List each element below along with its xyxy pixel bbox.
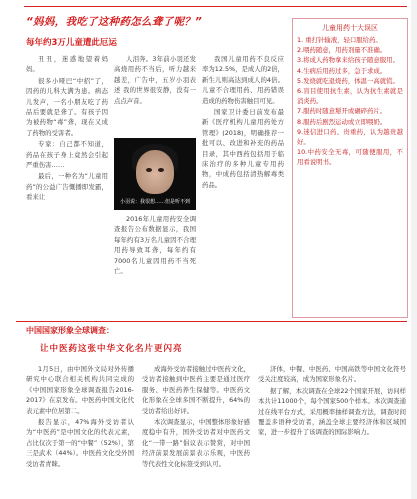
top-rule (24, 6, 407, 7)
photo-face (136, 150, 174, 194)
list-item: 10.中药安全无毒，可随便服用，不用看说明书。 (297, 148, 403, 167)
sidebar-box (292, 18, 408, 318)
sidebar-title: 儿童用药十大误区 (322, 24, 378, 32)
list-item: 8.服药后剧烈运动或立即喂奶。 (297, 117, 387, 126)
paragraph: 丑丑，迷惑地望着妈妈。 (26, 55, 108, 74)
sidebar-list (293, 35, 407, 168)
photo-caption: 小羽说：我很想……但是听不到 (119, 199, 190, 205)
article-column-2 (114, 54, 196, 134)
paragraph: 据了解，本次调查在全球22个国家开展，访问样本共计11000个，每个国家500个样本。本次调查通过在线平台方式，采用概率抽样调查方法，调查时间覆盖多语种受访者，涵盖全球主要经济体和区域国家，进一步提升了该调查的国际影响力。 (258, 386, 406, 437)
section-subtitle: 让中医药这张中华文化名片更闪亮 (40, 344, 183, 354)
list-item: 6.盲目使用抗生素，认为抗生素就是消炎药。 (297, 87, 403, 106)
section-rule (16, 321, 407, 322)
paragraph: 2016年儿童用药安全调查报告公布数据显示，我国每年约有3万名儿童因不合理用药导致耳聋，每年约有7000名儿童因用药不当死亡。 (114, 215, 196, 276)
list-item: 1. 重打针输液，轻口服给药。 (297, 36, 382, 44)
list-item: 3.将成人药物拿来给孩子随意服用。 (297, 56, 399, 65)
section-column-2 (142, 364, 250, 492)
paragraph: 专家：自己都不知道，药品在孩子身上竟然会引起严重伤害…… (26, 140, 108, 170)
paragraph: 本次调查显示，中国整体形象好感度稳中有升，国外受访者对中医药文化“一带一路”倡议表示赞赏，对中国经济前景发展前景表示乐观，中医药等代表性文化标签受到认可。 (142, 418, 250, 468)
list-item: 9.迷信进口药、贵重药，认为越贵越好。 (297, 127, 403, 147)
list-item: 7.服药时随意掰开或碾碎药片。 (297, 107, 387, 116)
list-item: 2.喂药随意，用药剂量不准确。 (297, 46, 387, 55)
section-column-3 (258, 364, 406, 492)
photo-eye (158, 168, 164, 172)
paragraph: 最后，一种名为“儿童用药”的公益广告慨播即发霸，看来让 (26, 172, 108, 202)
article-subhead: 每年约3万儿童遭此厄运 (26, 38, 117, 48)
page-edge (411, 0, 417, 499)
paragraph: 报告显示，47%海外受访者认为“中医药”是中国文化的代表元素，占比仅次于第一的“中餐”（52%），第三是武术（44%）。中医药文化受外国受访者青睐。 (26, 418, 134, 468)
list-item: 5.发烧就吃退烧药，体温一高就慌。 (297, 76, 399, 85)
section-column-1 (26, 364, 134, 492)
article-column-3 (202, 54, 284, 314)
section-title: 中国国家形象全球调查： (26, 326, 114, 335)
girl-photo (114, 138, 196, 210)
paragraph: 我国儿童用药不良反应率为12.5%，是成人的2倍，新生儿则高达到成人的4倍。儿童不合理用药、用药错误造成的药物伤害触目可见。 (202, 55, 284, 105)
paragraph: 成海外受访者接触过中医药文化，受访者接触到中医药主要是通过医疗服务、中医药养生保健等。中医药文化形象在全球多国不断提升，64%的受访者给出好评。 (142, 365, 250, 415)
paragraph: 国家卫计委日前发布最新《医疗机构儿童用药处方管理》(2018)，明确推荐一批可以、改进和补充的药品目录，其中西药包括用于临床治疗的多种儿童专用药物，中成药包括清热解毒类药品。 (202, 108, 284, 189)
article-headline: “妈妈，我吃了这种药怎么聋了呢？” (26, 16, 203, 28)
list-item: 4.生病后用药过多，急于求成。 (297, 66, 387, 75)
paragraph: 很多小哑巴“中招”了，因药的儿科大满为患。病态儿发声，一名小朋友吃了药品后要就是聋了。有孩子因为被药物“毒”聋，现在又成了药物的受害者。 (26, 76, 108, 137)
paragraph: 1月5日，由中国外文局对外传播研究中心联合相关机构共同完成的《中国国家形象全球调查报告2016-2017》在京发布。中医药中国文化代表元素中位居第二。 (26, 365, 134, 415)
photo-eye (146, 168, 152, 172)
paragraph: 人泪奔。3年前小羽还发高烧用药不当后，听力越来越差，广告中，五岁小羽表述 我的世界很安静，没有一点点声音。 (114, 55, 196, 105)
article-column-1 (26, 54, 108, 264)
paragraph: 济体，中餐、中医药、中国高铁等中国文化符号受关注度较高，成为国家形象名片。 (258, 365, 406, 384)
article-column-2b (114, 214, 196, 314)
